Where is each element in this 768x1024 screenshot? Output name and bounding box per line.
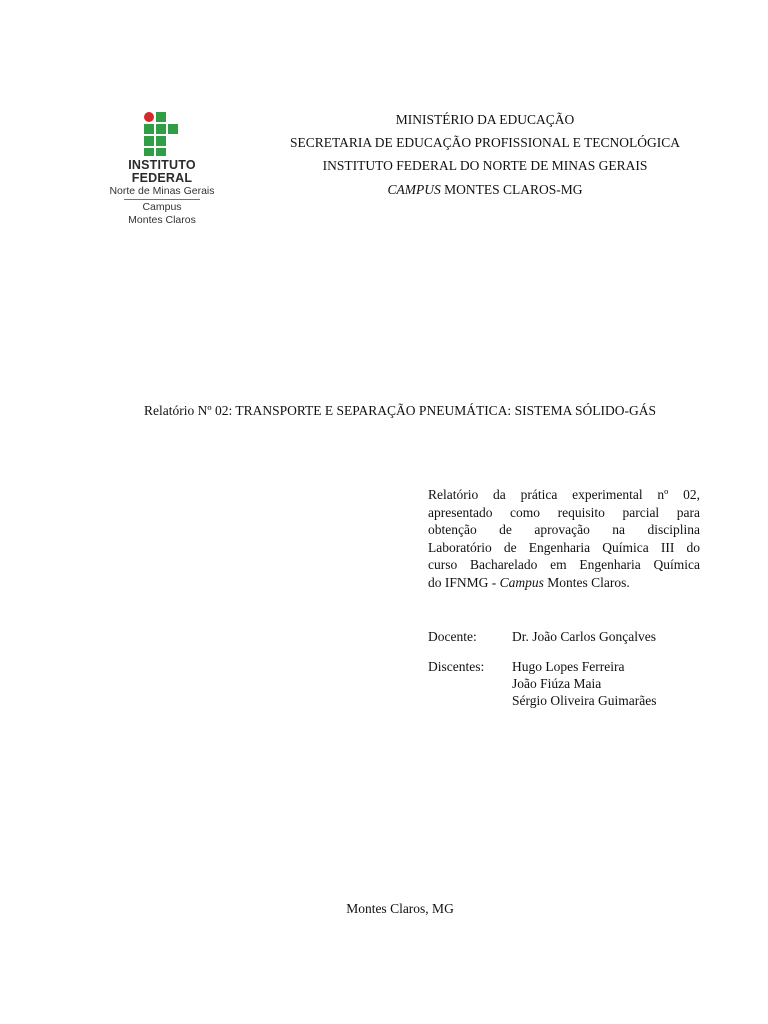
description-line-6a: do IFNMG - <box>428 574 500 590</box>
description-line-4: Laboratório de Engenharia Química III do <box>428 539 700 555</box>
description-line-3: obtenção de aprovação na disciplina <box>428 522 700 537</box>
header-secretariat: SECRETARIA DE EDUCAÇÃO PROFISSIONAL E TECNOLÓGICA <box>289 135 681 150</box>
if-logo-icon <box>144 112 180 156</box>
header-campus <box>250 182 720 198</box>
description-campus-italic: Campus <box>499 574 544 590</box>
description-line-6 <box>428 574 700 592</box>
discentes-list <box>512 658 656 709</box>
header-institute: INSTITUTO FEDERAL DO NORTE DE MINAS GERAIS <box>322 158 648 173</box>
city-state: Montes Claros, MG <box>346 901 454 916</box>
discente-name: Hugo Lopes Ferreira <box>512 659 625 674</box>
description-line-6b: Montes Claros. <box>543 574 630 590</box>
logo-line-2: FEDERAL <box>131 171 193 185</box>
discente-name: João Fiúza Maia <box>512 676 602 691</box>
logo-line-1: INSTITUTO <box>128 158 196 172</box>
report-title: Relatório Nº 02: TRANSPORTE E SEPARAÇÃO PNEUMÁTICA: SISTEMA SÓLIDO-GÁS <box>144 403 656 418</box>
logo-divider <box>124 199 200 200</box>
logo-line-4: Campus <box>142 201 182 213</box>
header-campus-italic: CAMPUS <box>387 182 441 197</box>
logo-line-3: Norte de Minas Gerais <box>109 185 215 197</box>
discentes-label: Discentes: <box>428 659 485 674</box>
description-line-5: curso Bacharelado em Engenharia Química <box>428 557 700 572</box>
header-ministry: MINISTÉRIO DA EDUCAÇÃO <box>395 112 575 127</box>
institution-logo <box>100 104 224 228</box>
docente-name: Dr. João Carlos Gonçalves <box>512 629 656 644</box>
description-line-1: Relatório da prática experimental nº 02, <box>428 487 700 502</box>
discente-name: Sérgio Oliveira Guimarães <box>512 693 657 708</box>
docente-label: Docente: <box>428 629 477 644</box>
description-line-2: apresentado como requisito parcial para <box>428 504 700 520</box>
report-description <box>428 486 700 591</box>
header-campus-rest: MONTES CLAROS-MG <box>440 182 583 197</box>
logo-line-5: Montes Claros <box>128 214 196 226</box>
